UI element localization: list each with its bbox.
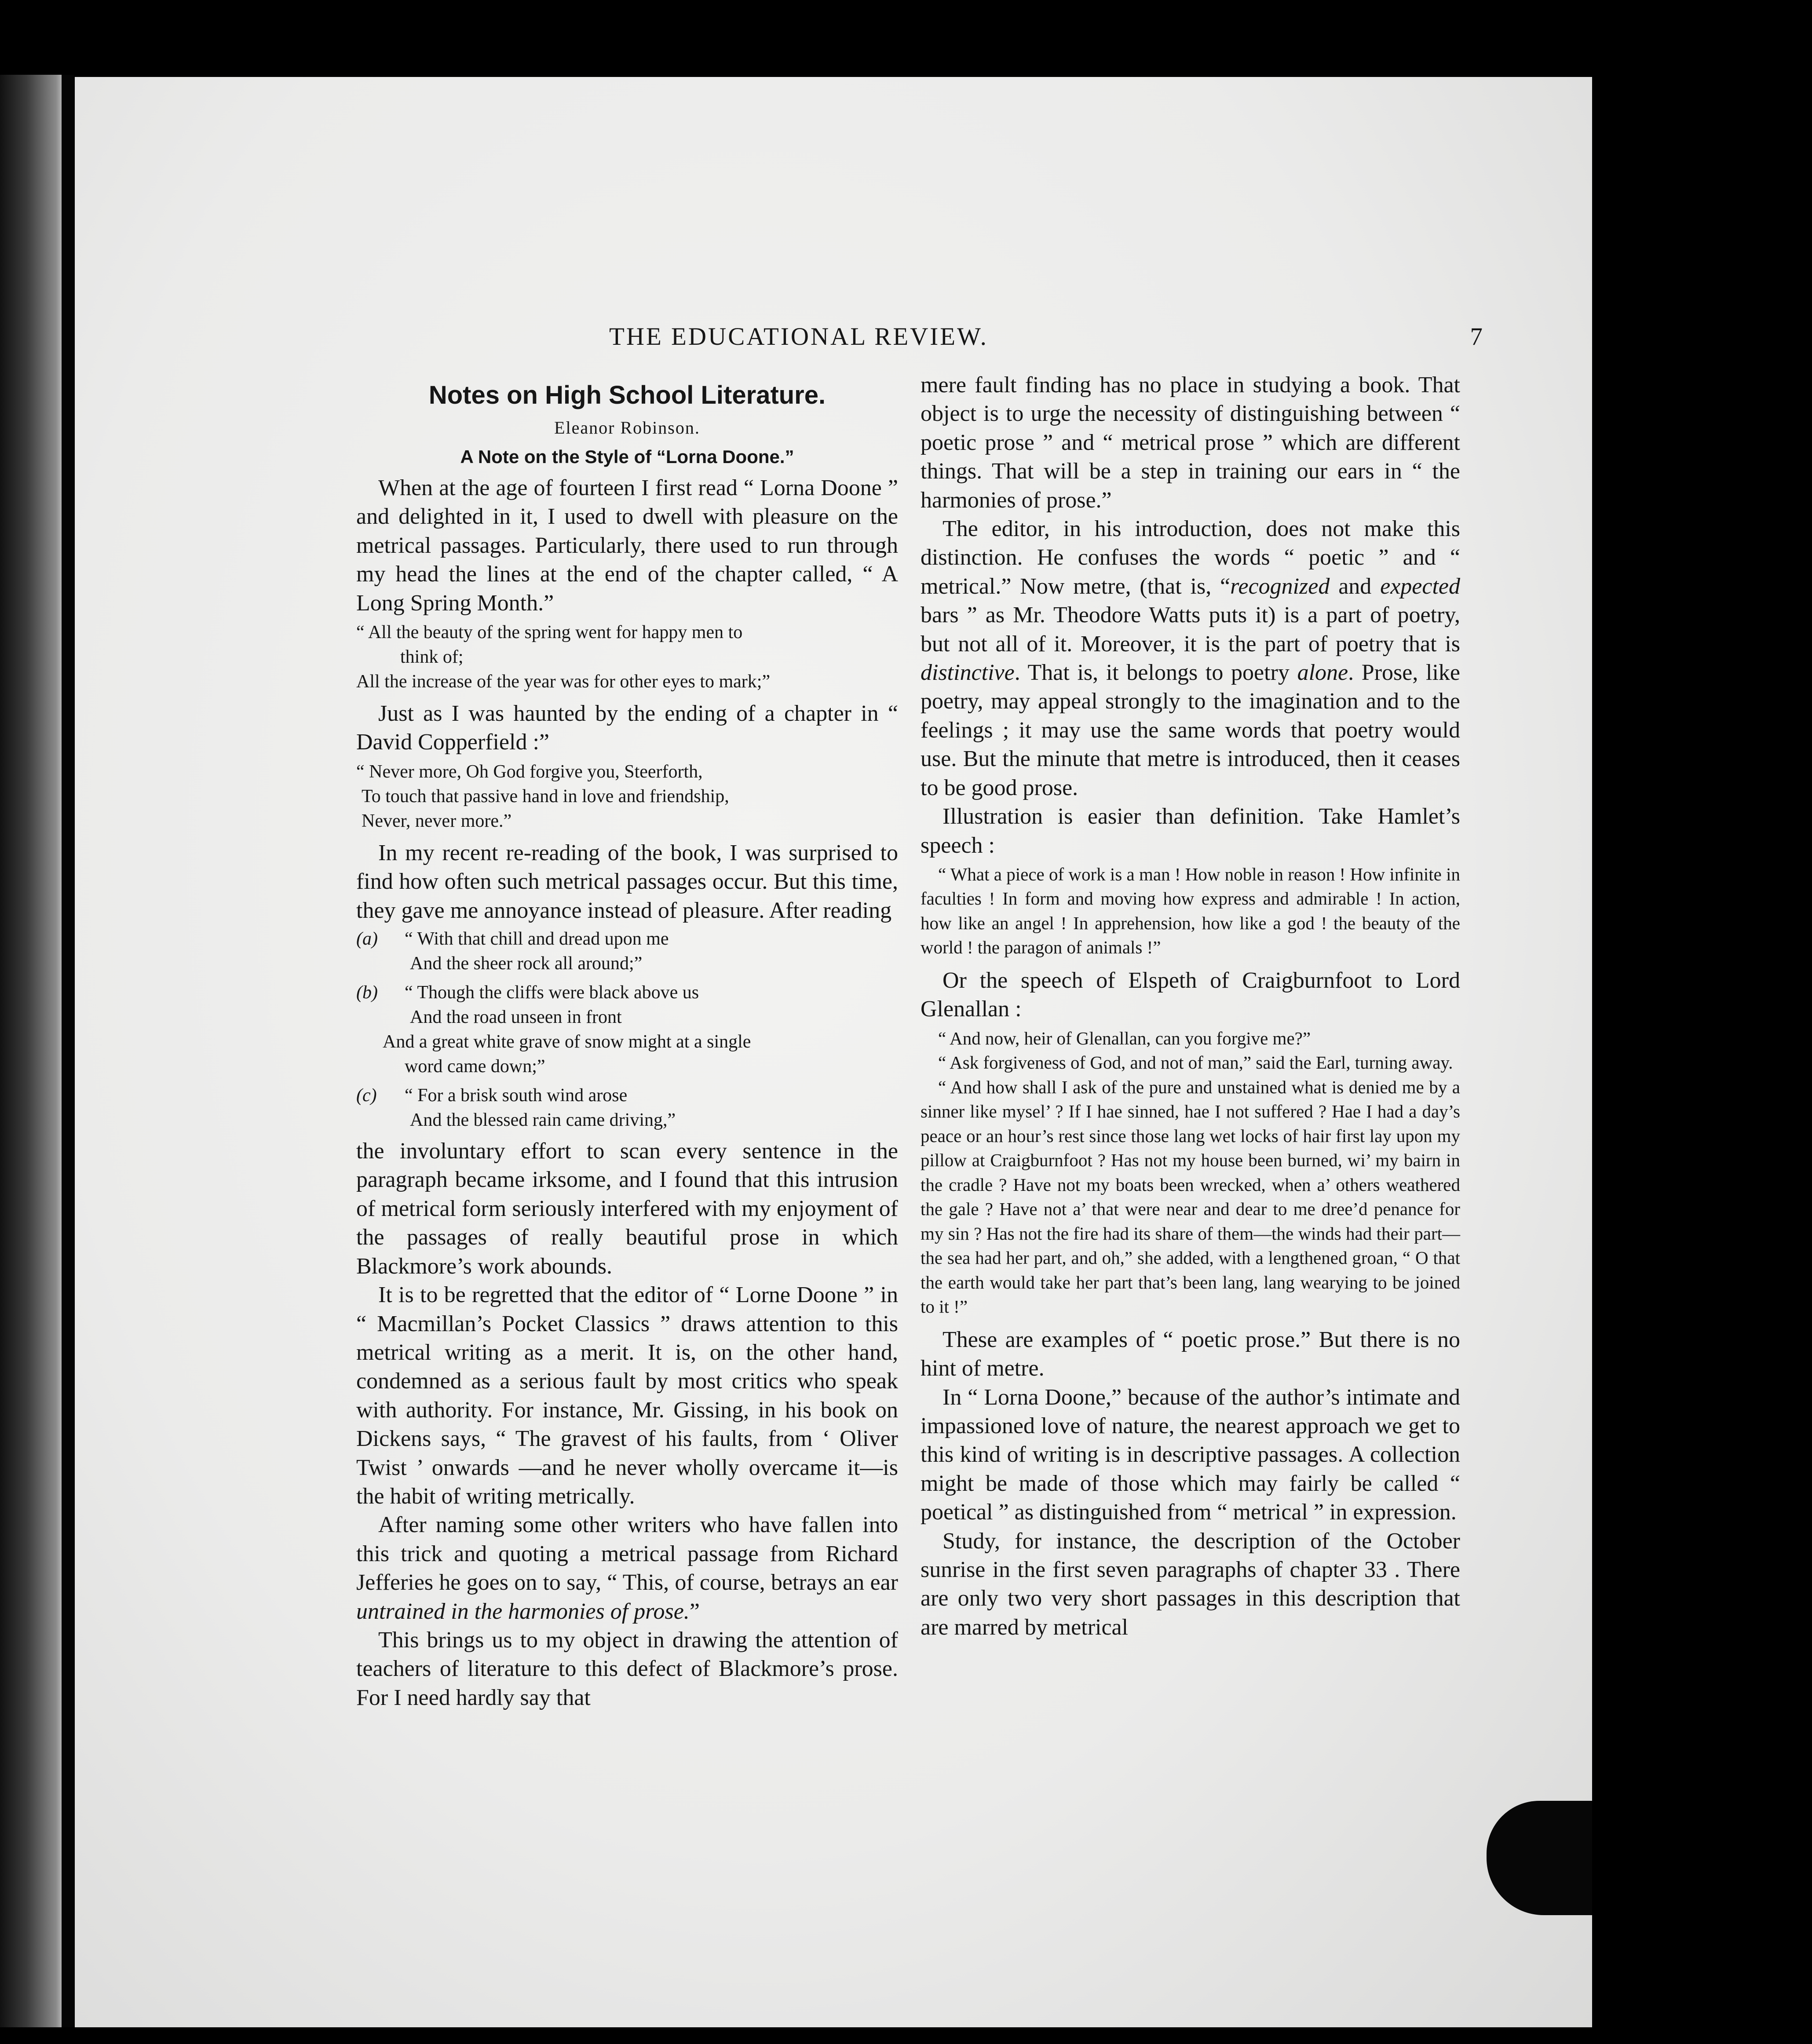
article-subheading: A Note on the Style of “Lorna Doone.” <box>460 446 794 467</box>
quoted-example-a <box>356 927 898 976</box>
text-run: . That is, it belongs to poetry <box>1014 660 1297 686</box>
verse-quote <box>356 620 898 694</box>
paragraph <box>356 1511 898 1626</box>
paragraph: Or the speech of Elspeth of Craigburnfoot to Lord Glenallan : <box>921 967 1460 1022</box>
right-column <box>921 371 1460 1642</box>
example-label: (b) <box>356 982 378 1003</box>
verse-line: “ For a brisk south wind arose <box>405 1085 628 1106</box>
quote-text: “ And now, heir of Glenallan, can you forgive me?” <box>938 1028 1311 1048</box>
paragraph: In “ Lorna Doone,” because of the author’s intimate and impassioned love of nature, the nearest approach we get to this kind of writing is in descriptive passages. A collection might be made of those which may fairly be called “ poetical ” as distinguished from “ metrical ” in expression. <box>921 1384 1460 1525</box>
page-number: 7 <box>1470 323 1484 350</box>
paragraph: Study, for instance, the description of the October sunrise in the first seven paragraphs of chapter 33 . There are only two very short passages in this description that are marred by metrical <box>921 1528 1460 1640</box>
italic-phrase: recognized <box>1230 573 1330 599</box>
text-run: bars ” as Mr. Theodore Watts puts it) is a part of poetry, but not all of it. Moreover, it is the part of poetry that is <box>921 602 1460 657</box>
paragraph: These are examples of “ poetic prose.” But there is no hint of metre. <box>921 1327 1460 1381</box>
author-line: Eleanor Robinson. <box>554 418 700 438</box>
running-head <box>609 322 1484 358</box>
verse-line: word came down;” <box>405 1056 545 1077</box>
quoted-example-b <box>356 980 898 1079</box>
journal-title: THE EDUCATIONAL REVIEW. <box>609 323 988 350</box>
example-label: (c) <box>356 1085 377 1106</box>
block-quote-elspeth <box>921 1026 1460 1319</box>
verse-line: think of; <box>400 647 464 668</box>
verse-line: And a great white grave of snow might at a single <box>383 1032 751 1052</box>
paragraph <box>921 515 1460 802</box>
verse-line: All the increase of the year was for other eyes to mark;” <box>356 672 771 692</box>
facing-page-edge <box>0 75 66 2027</box>
italic-phrase: expected <box>1380 573 1460 599</box>
verse-line: And the blessed rain came driving,” <box>410 1110 676 1131</box>
left-column <box>356 380 898 1712</box>
quote-text: “ What a piece of work is a man ! How noble in reason ! How infinite in faculties ! In form and moving how express and admirable ! In action, how like an angel ! In apprehension, how like a god ! the beauty of the world ! the paragon of animals !” <box>921 864 1460 958</box>
quote-text: “ Ask forgiveness of God, and not of man,” said the Earl, turning away. <box>938 1052 1453 1073</box>
paragraph: Just as I was haunted by the ending of a chapter in “ David Copperfield :” <box>356 701 898 755</box>
verse-line: Never, never more.” <box>362 810 512 831</box>
verse-line: “ Though the cliffs were black above us <box>405 982 699 1003</box>
italic-phrase: untrained in the harmonies of prose. <box>356 1599 690 1624</box>
verse-line: “ Never more, Oh God forgive you, Steerforth, <box>356 761 703 782</box>
scanned-page <box>75 77 1592 2027</box>
verse-line: “ With that chill and dread upon me <box>405 929 669 949</box>
italic-phrase: distinctive <box>921 660 1015 686</box>
verse-line: And the road unseen in front <box>410 1007 622 1028</box>
quoted-example-c <box>356 1083 898 1132</box>
verse-line: To touch that passive hand in love and friendship, <box>362 786 729 807</box>
verse-quote <box>356 759 898 833</box>
article-heading: Notes on High School Literature. <box>428 381 826 409</box>
text-run: ” <box>689 1599 700 1624</box>
verse-line: “ All the beauty of the spring went for happy men to <box>356 622 743 643</box>
text-run: and <box>1330 573 1381 599</box>
text-run: The editor, in his introduction, does not make this distinction. He confuses the words “ poetic ” and “ metrical.” Now metre, (that is, “ <box>921 516 1460 599</box>
block-quote-hamlet <box>921 862 1460 960</box>
paragraph: When at the age of fourteen I first read “ Lorna Doone ” and delighted in it, I used to dwell with pleasure on the metrical passages. Particularly, there used to run through my head the lines at the end of the chapter called, “ A Long Spring Month.” <box>356 475 898 616</box>
italic-phrase: alone <box>1297 660 1348 686</box>
text-run: After naming some other writers who have fallen into this trick and quoting a metrical passage from Richard Jefferies he goes on to say, “ This, of course, betrays an ear <box>356 1512 898 1595</box>
paragraph: In my recent re-reading of the book, I was surprised to find how often such metrical passages occur. But this time, they gave me annoyance instead of pleasure. After reading <box>356 840 898 923</box>
verse-line: And the sheer rock all around;” <box>410 953 643 974</box>
example-label: (a) <box>356 929 378 949</box>
quote-text: “ And how shall I ask of the pure and unstained what is denied me by a sinner like mysel’ ? If I hae sinned, hae I not suffered ? Hae I had a day’s peace or an hour’s rest since those lang wet locks of hair first lay upon my pillow at Craigburnfoot ? Has not my house been burned, wi’ my bairn in the cradle ? Have not my boats been wrecked, when a’ others weathered the gale ? Have not a’ that were near and dear to me dree’d penance for my sin ? Has not the fire had its share of them—the winds had their part—the sea had her part, and oh,” she added, with a lengthened groan, “ O that the earth would take her part that’s been lang, lang wearying to be joined to it !” <box>921 1077 1460 1317</box>
paragraph: Illustration is easier than definition. Take Hamlet’s speech : <box>921 804 1460 858</box>
book-gutter <box>62 75 74 2027</box>
paragraph: It is to be regretted that the editor of “ Lorne Doone ” in “ Macmillan’s Pocket Classics ” draws attention to this metrical writing as a merit. It is, on the other hand, condemned as a serious fault by most critics who speak with authority. For instance, Mr. Gissing, in his book on Dickens says, “ The gravest of his faults, from ‘ Oliver Twist ’ onwards —and he never wholly overcame it—is the habit of writing metrically. <box>356 1282 898 1509</box>
paragraph: mere fault finding has no place in studying a book. That object is to urge the necessity of distinguishing between “ poetic prose ” and “ metrical prose ” which are different things. That will be a step in training our ears in “ the harmonies of prose.” <box>921 372 1460 513</box>
text-run: . Prose, like poetry, may appeal strongly to the imagination and to the feelings ; it may use the same words that poetry would use. But the minute that metre is introduced, then it ceases to be good prose. <box>921 660 1461 800</box>
thumb-shadow <box>1487 1801 1592 1915</box>
paragraph: This brings us to my object in drawing the attention of teachers of literature to this defect of Blackmore’s prose. For I need hardly say that <box>356 1627 898 1710</box>
paragraph: the involuntary effort to scan every sentence in the paragraph became irksome, and I found that this intrusion of metrical form seriously interfered with my enjoyment of the passages of really beautiful prose in which Blackmore’s work abounds. <box>356 1139 898 1279</box>
